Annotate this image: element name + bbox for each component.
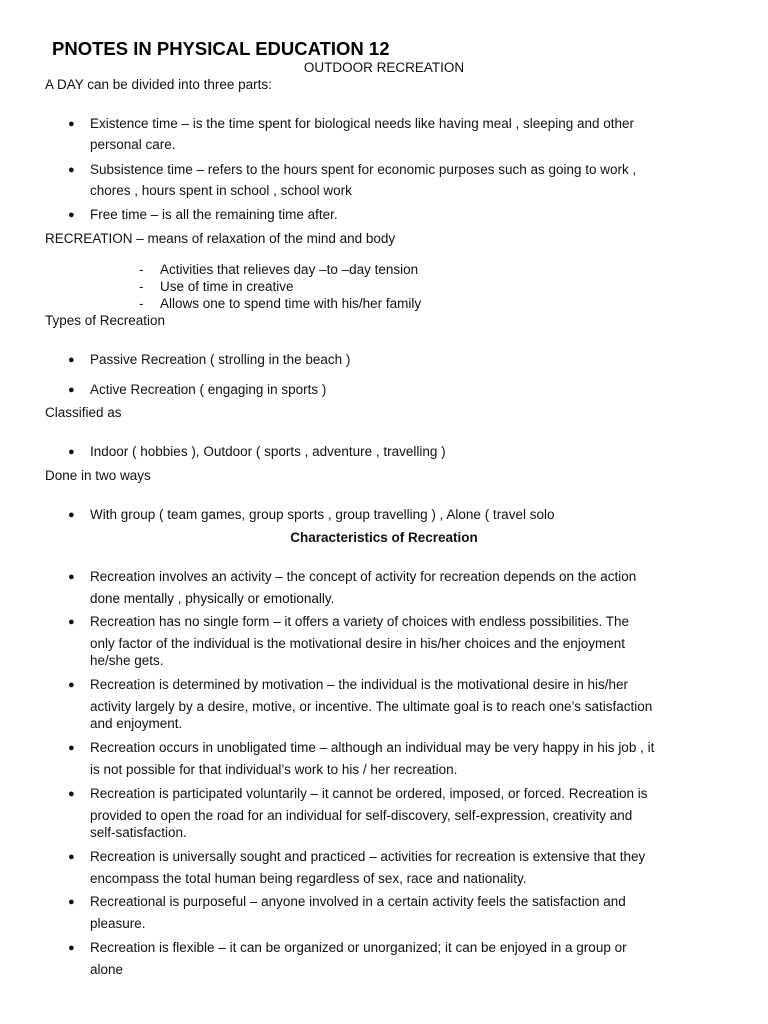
list-item bbox=[0, 677, 768, 733]
list-item bbox=[0, 382, 768, 402]
list-item-text: personal care. bbox=[90, 137, 176, 152]
list-item-text: Activities that relieves day –to –day tension bbox=[160, 262, 419, 277]
list-item-text: Subsistence time – refers to the hours spent for economic purposes such as going to work , bbox=[90, 162, 637, 177]
bullet-icon: ● bbox=[68, 896, 75, 908]
list-item-text: done mentally , physically or emotionally. bbox=[90, 591, 335, 606]
page-title: PNOTES IN PHYSICAL EDUCATION 12 bbox=[52, 38, 390, 59]
bullet-icon: ● bbox=[68, 354, 75, 366]
list-item bbox=[0, 740, 768, 780]
list-item-text: Indoor ( hobbies ), Outdoor ( sports , adventure , travelling ) bbox=[90, 444, 446, 459]
bullet-icon: ● bbox=[68, 742, 75, 754]
bullet-icon: ● bbox=[68, 679, 75, 691]
list-item-text: and enjoyment. bbox=[90, 716, 183, 731]
bullet-icon: ● bbox=[68, 571, 75, 583]
characteristics-heading: Characteristics of Recreation bbox=[290, 530, 478, 545]
list-item-text: Recreation has no single form – it offers a variety of choices with endless possibilities. The bbox=[90, 614, 630, 629]
list-item bbox=[0, 207, 768, 227]
bullet-icon: ● bbox=[68, 616, 75, 628]
recreation-definition: RECREATION – means of relaxation of the mind and body bbox=[45, 231, 396, 246]
list-item-text: chores , hours spent in school , school work bbox=[90, 183, 352, 198]
dash-marker: - bbox=[139, 296, 144, 311]
list-item bbox=[0, 894, 768, 934]
list-item-text: activity largely by a desire, motive, or incentive. The ultimate goal is to reach one’s satisfaction bbox=[90, 699, 653, 714]
dash-marker: - bbox=[139, 279, 144, 294]
list-item-text: Existence time – is the time spent for biological needs like having meal , sleeping and other bbox=[90, 116, 635, 131]
bullet-icon: ● bbox=[68, 164, 75, 176]
bullet-icon: ● bbox=[68, 788, 75, 800]
list-item-text: encompass the total human being regardless of sex, race and nationality. bbox=[90, 871, 527, 886]
list-item-text: Use of time in creative bbox=[160, 279, 294, 294]
list-item-text: he/she gets. bbox=[90, 653, 164, 668]
list-item bbox=[0, 116, 768, 156]
list-item-text: Recreation is participated voluntarily – it cannot be ordered, imposed, or forced. Recreation is bbox=[90, 786, 648, 801]
list-item bbox=[0, 614, 768, 670]
bullet-icon: ● bbox=[68, 384, 75, 396]
list-item-text: Recreation occurs in unobligated time – although an individual may be very happy in his job , it bbox=[90, 740, 655, 755]
list-item bbox=[0, 352, 768, 372]
classified-heading: Classified as bbox=[45, 405, 122, 420]
ways-heading: Done in two ways bbox=[45, 468, 151, 483]
list-item bbox=[0, 262, 768, 280]
list-item-text: pleasure. bbox=[90, 916, 146, 931]
list-item-text: self-satisfaction. bbox=[90, 825, 187, 840]
bullet-icon: ● bbox=[68, 942, 75, 954]
list-item bbox=[0, 279, 768, 297]
bullet-icon: ● bbox=[68, 118, 75, 130]
list-item-text: Recreation is determined by motivation – the individual is the motivational desire in his/her bbox=[90, 677, 629, 692]
bullet-icon: ● bbox=[68, 851, 75, 863]
list-item-text: Passive Recreation ( strolling in the beach ) bbox=[90, 352, 351, 367]
list-item bbox=[0, 162, 768, 202]
list-item bbox=[0, 507, 768, 527]
list-item-text: Allows one to spend time with his/her family bbox=[160, 296, 422, 311]
list-item bbox=[0, 849, 768, 889]
list-item-text: With group ( team games, group sports , group travelling ) , Alone ( travel solo bbox=[90, 507, 555, 522]
bullet-icon: ● bbox=[68, 209, 75, 221]
list-item-text: Recreation involves an activity – the concept of activity for recreation depends on the action bbox=[90, 569, 637, 584]
list-item-text: Recreation is universally sought and practiced – activities for recreation is extensive that they bbox=[90, 849, 646, 864]
dash-marker: - bbox=[139, 262, 144, 277]
types-heading: Types of Recreation bbox=[45, 313, 166, 328]
list-item-text: Recreational is purposeful – anyone involved in a certain activity feels the satisfaction and bbox=[90, 894, 626, 909]
list-item-text: only factor of the individual is the motivational desire in his/her choices and the enjoyment bbox=[90, 636, 626, 651]
list-item-text: Recreation is flexible – it can be organized or unorganized; it can be enjoyed in a group or bbox=[90, 940, 627, 955]
list-item bbox=[0, 569, 768, 609]
list-item bbox=[0, 296, 768, 314]
bullet-icon: ● bbox=[68, 446, 75, 458]
list-item-text: Active Recreation ( engaging in sports ) bbox=[90, 382, 327, 397]
list-item bbox=[0, 444, 768, 464]
list-item-text: alone bbox=[90, 962, 124, 977]
list-item bbox=[0, 940, 768, 980]
intro-text: A DAY can be divided into three parts: bbox=[45, 77, 272, 92]
bullet-icon: ● bbox=[68, 509, 75, 521]
list-item bbox=[0, 786, 768, 842]
list-item-text: Free time – is all the remaining time after. bbox=[90, 207, 338, 222]
list-item-text: is not possible for that individual’s work to his / her recreation. bbox=[90, 762, 458, 777]
page-subtitle: OUTDOOR RECREATION bbox=[303, 60, 465, 75]
list-item-text: provided to open the road for an individual for self-discovery, self-expression, creativity and bbox=[90, 808, 633, 823]
